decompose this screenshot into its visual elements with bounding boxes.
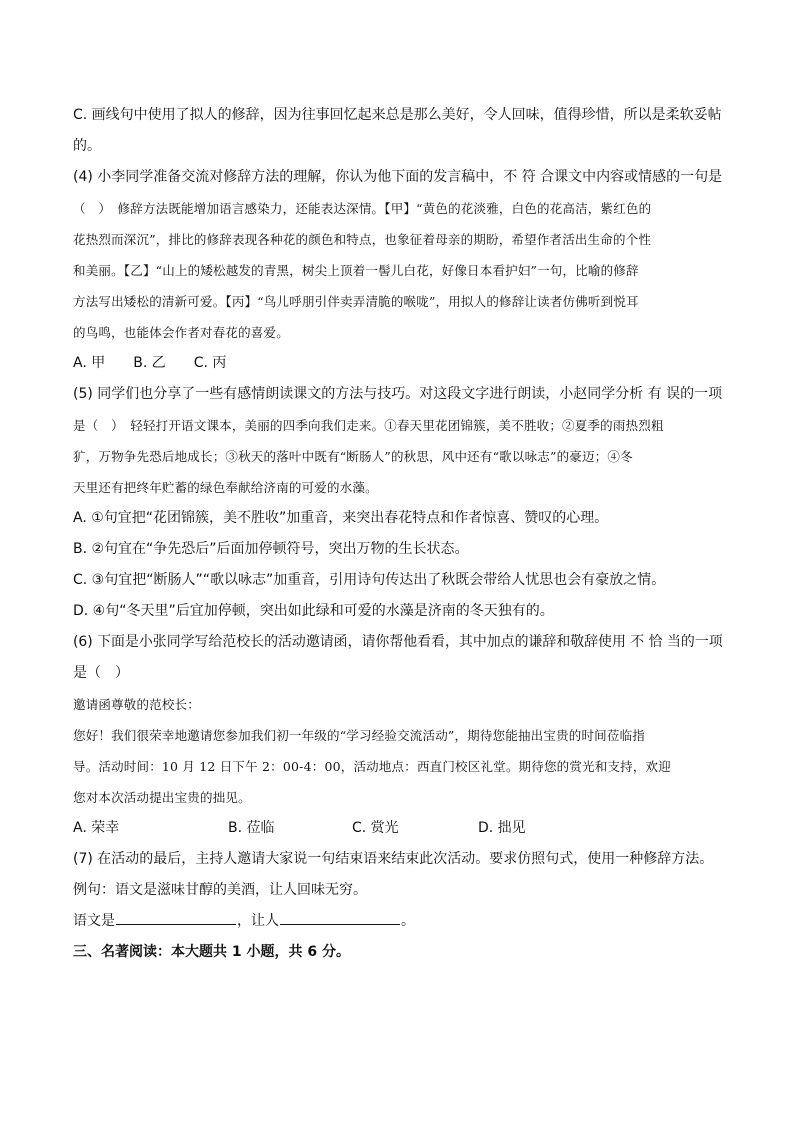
question-7-example: 例句：语文是滋味甘醇的美酒，让人回味无穷。	[73, 882, 367, 898]
question-6-option-d: D. 拙见	[478, 820, 526, 836]
question-6-stem-2: 是（ ）	[73, 665, 129, 681]
question-4-text-line: 和美丽。【乙】“山上的矮松越发的青黑，树尖上顶着一髻儿白花，好像日本看护妇”一句，比喻的修辞	[73, 263, 639, 278]
question-5-text-line: 天里还有把终年贮蓄的绿色奉献给济南的可爱的水藻。	[73, 480, 378, 495]
question-4-text-line: 的鸟鸣，也能体会作者对春花的喜爱。	[73, 325, 289, 340]
question-5-text-line: 犷，万物争先恐后地成长；③秋天的落叶中既有“断肠人”的秋思，风中还有“歌以咏志”的豪迈；④冬	[73, 449, 633, 464]
question-6-options	[73, 813, 723, 844]
invitation-body-line: 导。活动时间：10 月 12 日下午 2：00-4：00，活动地点：西直门校区礼堂。期待您的赏光和支持，欢迎	[73, 759, 671, 774]
question-5-stem: (5) 同学们也分享了一些有感情朗读课文的方法与技巧。对这段文字进行朗读，小赵同学分析 有 误的一项	[73, 386, 723, 402]
option-c-line-1: C. 画线句中使用了拟人的修辞，因为往事回忆起来总是那么美好，令人回味，值得珍惜，所以是柔软妥帖	[73, 107, 722, 123]
question-5-option-a: A. ①句宜把“花团锦簇，美不胜收”加重音，来突出春花特点和作者惊喜、赞叹的心理。	[73, 510, 609, 526]
question-6-stem: (6) 下面是小张同学写给范校长的活动邀请函，请你帮他看看，其中加点的谦辞和敬辞使用 不 恰 当的一项	[73, 634, 723, 650]
document-page	[73, 100, 723, 968]
question-4-text-line: 方法写出矮松的清新可爱。【丙】“鸟儿呼朋引伴卖弄清脆的喉咙”，用拟人的修辞让读者仿佛听到悦耳	[73, 294, 639, 309]
option-c-line-2: 的。	[73, 138, 101, 154]
question-5-text-line: 是（ ） 轻轻打开语文课本，美丽的四季向我们走来。①春天里花团锦簇，美不胜收；②夏季的雨热烈粗	[73, 418, 664, 433]
invitation-body-line: 您对本次活动提出宝贵的拙见。	[73, 790, 251, 805]
question-7-stem: (7) 在活动的最后，主持人邀请大家说一句结束语来结束此次活动。要求仿照句式，使用一种修辞方法。	[73, 851, 714, 867]
question-5-option-b: B. ②句宜在“争先恐后”后面加停顿符号，突出万物的生长状态。	[73, 541, 469, 557]
question-4-stem: (4) 小李同学准备交流对修辞方法的理解，你认为他下面的发言稿中，不 符 合课文中内容或情感的一句是	[73, 169, 723, 185]
question-6-option-b: B. 莅临	[228, 820, 275, 836]
fill-suffix: 。	[401, 913, 415, 929]
question-4-text-line: （ ） 修辞方法既能增加语言感染力，还能表达深情。【甲】“黄色的花淡雅，白色的花高洁，紫红色的	[73, 201, 652, 216]
fill-prefix: 语文是	[73, 913, 115, 929]
question-7-fill-line	[73, 906, 723, 937]
answer-blank-1[interactable]	[116, 909, 236, 925]
question-5-option-c: C. ③句宜把“断肠人”“歌以咏志”加重音，引用诗句传达出了秋既会带给人忧思也会有豪放之情。	[73, 572, 666, 588]
invitation-heading: 邀请函尊敬的范校长：	[73, 697, 201, 712]
question-5-option-d: D. ④句“冬天里”后宜加停顿，突出如此绿和可爱的水藻是济南的冬天独有的。	[73, 603, 554, 619]
section-3-heading: 三、名著阅读：本大题共 1 小题，共 6 分。	[73, 944, 350, 960]
answer-blank-2[interactable]	[280, 909, 400, 925]
question-6-option-a: A. 荣幸	[73, 820, 120, 836]
question-4-text-line: 花热烈而深沉”，排比的修辞表现各种花的颜色和特点，也象征着母亲的期盼，希望作者活出生命的个性	[73, 232, 652, 247]
question-6-option-c: C. 赏光	[352, 820, 399, 836]
invitation-body-line: 您好！我们很荣幸地邀请您参加我们初一年级的“学习经验交流活动”，期待您能抽出宝贵的时间莅临指	[73, 728, 645, 743]
fill-middle: ，让人	[237, 913, 279, 929]
question-4-options: A. 甲 B. 乙 C. 丙	[73, 355, 227, 371]
